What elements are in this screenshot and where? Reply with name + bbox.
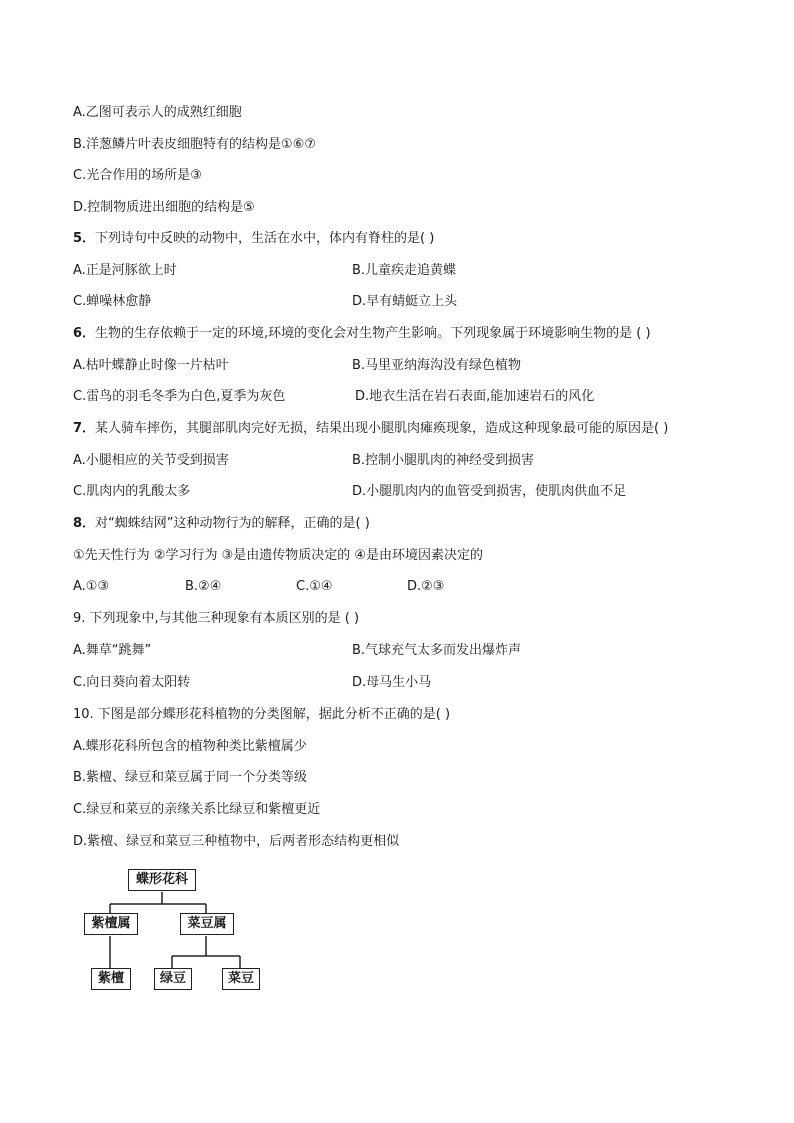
tree-root-family: 蝶形花科 xyxy=(128,869,196,891)
q8-option-d: D.②③ xyxy=(407,579,445,594)
tree-genus-phaseolus: 菜豆属 xyxy=(180,913,234,935)
q8-question xyxy=(73,515,370,533)
q6-number: 6． xyxy=(73,326,96,341)
tree-species-kidney-bean: 菜豆 xyxy=(222,968,260,990)
q10-option-b: B.紫檀、绿豆和菜豆属于同一个分类等级 xyxy=(73,770,308,785)
q7-option-c: C.肌肉内的乳酸太多 xyxy=(73,484,191,499)
tree-species-zitan: 紫檀 xyxy=(91,968,131,990)
q10-option-c: C.绿豆和菜豆的亲缘关系比绿豆和紫檀更近 xyxy=(73,802,321,817)
q10-option-d: D.紫檀、绿豆和菜豆三种植物中，后两者形态结构更相似 xyxy=(73,834,400,849)
q7-question xyxy=(73,420,668,438)
q4-option-b: B.洋葱鳞片叶表皮细胞特有的结构是①⑥⑦ xyxy=(73,137,317,152)
q7-number: 7． xyxy=(73,421,96,436)
q8-statements: ①先天性行为 ②学习行为 ③是由遗传物质决定的 ④是由环境因素决定的 xyxy=(73,548,484,563)
q8-option-c: C.①④ xyxy=(296,579,333,594)
q7-option-b: B.控制小腿肌肉的神经受到损害 xyxy=(352,453,535,468)
q9-question: 9. 下列现象中,与其他三种现象有本质区别的是 ( ) xyxy=(73,611,360,626)
q9-option-b: B.气球充气太多而发出爆炸声 xyxy=(352,643,522,658)
q4-option-d: D.控制物质进出细胞的结构是⑤ xyxy=(73,200,255,215)
q5-option-a: A.正是河豚欲上时 xyxy=(73,263,177,278)
q10-option-a: A.蝶形花科所包含的植物种类比紫檀属少 xyxy=(73,739,307,754)
q5-option-d: D.早有蜻蜓立上头 xyxy=(352,294,458,309)
tree-genus-pterocarpus: 紫檀属 xyxy=(84,913,138,935)
q6-option-d: D.地衣生活在岩石表面,能加速岩石的风化 xyxy=(355,389,595,404)
q4-option-a: A.乙图可表示人的成熟红细胞 xyxy=(73,105,242,120)
q4-option-c: C.光合作用的场所是③ xyxy=(73,168,202,183)
q8-number: 8． xyxy=(73,516,96,531)
tree-species-mung-bean: 绿豆 xyxy=(154,968,192,990)
q9-option-a: A.舞草“跳舞” xyxy=(73,643,152,658)
q6-stem: 生物的生存依赖于一定的环境,环境的变化会对生物产生影响。下列现象属于环境影响生物的是 ( ) xyxy=(95,326,651,341)
q7-stem: 某人骑车摔伤，其腿部肌肉完好无损，结果出现小腿肌肉瘫痪现象，造成这种现象最可能的原因是( ) xyxy=(95,421,669,436)
q7-option-a: A.小腿相应的关节受到损害 xyxy=(73,453,229,468)
q5-option-c: C.蝉噪林愈静 xyxy=(73,294,152,309)
q6-option-c: C.雷鸟的羽毛冬季为白色,夏季为灰色 xyxy=(73,389,286,404)
q8-option-b: B.②④ xyxy=(185,579,222,594)
q8-stem: 对“蜘蛛结网”这种动物行为的解释，正确的是( ) xyxy=(95,516,370,531)
q6-question xyxy=(73,325,651,343)
q6-option-a: A.枯叶蝶静止时像一片枯叶 xyxy=(73,358,229,373)
q10-question: 10. 下图是部分蝶形花科植物的分类图解，据此分析不正确的是( ) xyxy=(73,707,451,722)
q9-option-d: D.母马生小马 xyxy=(352,675,432,690)
q8-option-a: A.①③ xyxy=(73,579,110,594)
q7-option-d: D.小腿肌肉内的血管受到损害，使肌肉供血不足 xyxy=(352,484,627,499)
q5-stem: 下列诗句中反映的动物中，生活在水中，体内有脊柱的是( ) xyxy=(95,231,435,246)
q9-option-c: C.向日葵向着太阳转 xyxy=(73,675,191,690)
q5-number: 5． xyxy=(73,231,96,246)
q5-option-b: B.儿童疾走追黄蝶 xyxy=(352,263,457,278)
q5-question xyxy=(73,230,434,248)
q6-option-b: B.马里亚纳海沟没有绿色植物 xyxy=(352,358,522,373)
